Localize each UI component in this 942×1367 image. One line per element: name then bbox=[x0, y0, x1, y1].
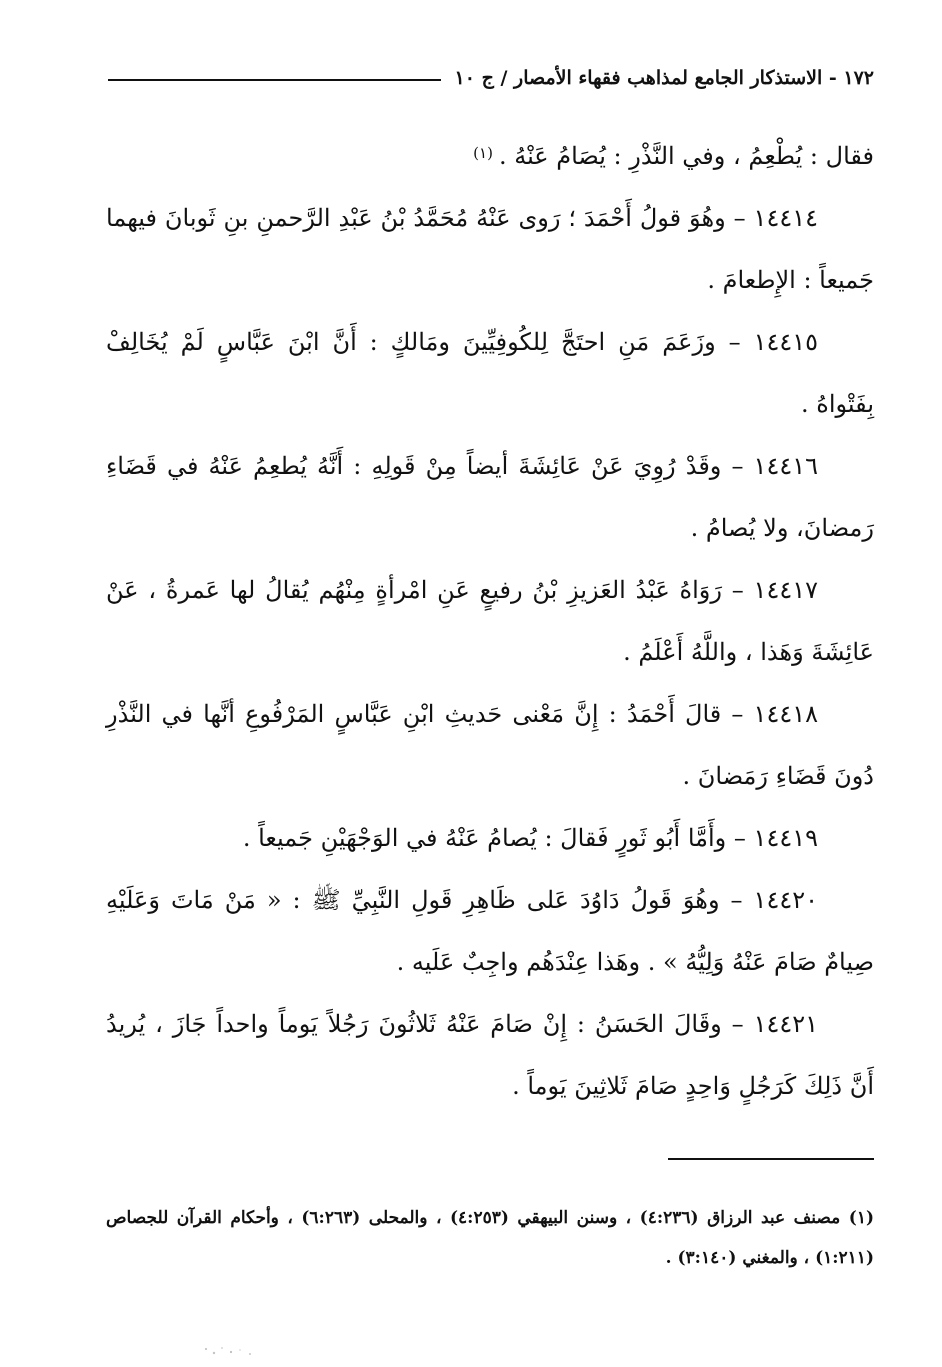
paragraph-separator: – bbox=[725, 204, 754, 232]
paragraph-separator: – bbox=[721, 576, 754, 604]
paragraph-number: ١٤٤١٨ bbox=[753, 700, 818, 728]
paragraph-text: رَوَاهُ عَبْدُ العَزيزِ بْنُ رفيعٍ عَنِ امْرأةٍ مِنْهُم يُقالُ لها عَمرةُ ، عَنْ عَائِشَةَ وَهَذا ، واللَّهُ أَعْلَمُ . bbox=[106, 576, 874, 666]
paragraph-number: ١٤٤١٤ bbox=[753, 204, 818, 232]
paragraph-14416 bbox=[106, 435, 874, 559]
paragraph-14417 bbox=[106, 559, 874, 683]
running-header bbox=[108, 58, 874, 98]
paragraph-14414 bbox=[106, 187, 874, 311]
paragraph-number: ١٤٤١٩ bbox=[753, 824, 818, 852]
paragraph-text: وقَدْ رُوِيَ عَنْ عَائِشَةَ أيضاً مِنْ قَولِهِ : أَنَّهُ يُطعِمُ عَنْهُ في قَضَاءِ رَمضانَ، ولا يُصامُ . bbox=[106, 452, 874, 542]
paragraph-separator: – bbox=[721, 700, 754, 728]
paragraph-14419 bbox=[106, 807, 874, 869]
paragraph-number: ١٤٤١٧ bbox=[753, 576, 818, 604]
paragraph-separator: – bbox=[715, 328, 754, 356]
paragraph-text: وأَمَّا أَبُو ثَورٍ فَقالَ : يُصامُ عَنْهُ في الوَجْهَيْنِ جَميعاً . bbox=[242, 824, 727, 852]
paragraph-14421 bbox=[106, 993, 874, 1117]
footnotes bbox=[106, 1198, 874, 1278]
header-rule bbox=[108, 79, 441, 81]
footnote-reference: (١) bbox=[473, 144, 493, 162]
paragraph-14420 bbox=[106, 869, 874, 993]
paragraph-separator: – bbox=[721, 1010, 754, 1038]
footnote-1: (١) مصنف عبد الرزاق (٤:٢٣٦) ، وسنن البيهقي (٤:٢٥٣) ، والمحلى (٦:٢٦٣) ، وأحكام القرآن للجصاص (١:٢١١) ، والمغني (٣:١٤٠) . bbox=[106, 1208, 874, 1268]
paragraph-text: وزَعَمَ مَنِ احتَجَّ لِلكُوفِيِّينَ ومَالكٍ : أَنَّ ابْنَ عَبَّاسٍ لَمْ يُخَالِفْ بِفَتْواهُ . bbox=[106, 328, 874, 418]
paragraph-separator: – bbox=[726, 824, 754, 852]
paragraph-separator: – bbox=[719, 886, 754, 914]
scan-speckle bbox=[200, 1344, 258, 1358]
paragraph-text: فقال : يُطْعِمُ ، وفي النَّذْرِ : يُصَامُ عَنْهُ . bbox=[498, 142, 874, 170]
paragraph-continuation bbox=[106, 122, 874, 187]
paragraph-number: ١٤٤٢١ bbox=[753, 1010, 819, 1038]
paragraph-number: ١٤٤٢٠ bbox=[753, 886, 818, 914]
paragraph-separator: – bbox=[721, 452, 754, 480]
paragraph-text: قالَ أَحْمَدُ : إِنَّ مَعْنى حَديثِ ابْنِ عَبَّاسٍ المَرْفُوعِ أنَّها في النَّذْرِ دُونَ قَضَاءِ رَمَضانَ . bbox=[106, 700, 874, 790]
paragraph-14415 bbox=[106, 311, 874, 435]
paragraph-number: ١٤٤١٦ bbox=[753, 452, 818, 480]
paragraph-14418 bbox=[106, 683, 874, 807]
paragraph-text: وهُوَ قولُ أَحْمَدَ ؛ رَوى عَنْهُ مُحَمَّدُ بْنُ عَبْدِ الرَّحمنِ بنِ ثَوبانَ فيهما جَميعاً : الإِطعامَ . bbox=[106, 204, 874, 294]
paragraph-text: وقَالَ الحَسَنُ : إِنْ صَامَ عَنْهُ ثَلاثُونَ رَجُلاً يَوماً واحداً جَازَ ، يُريدُ أَنَّ ذَلِكَ كَرَجُلٍ وَاحِدٍ صَامَ ثَلاثِينَ يَوماً . bbox=[106, 1010, 874, 1100]
running-title: ١٧٢ - الاستذكار الجامع لمذاهب فقهاء الأمصار / ج ١٠ bbox=[454, 67, 874, 89]
paragraph-text: وهُوَ قَولُ دَاوُدَ عَلى ظَاهِرِ قَولِ النَّبِيِّ ﷺ : « مَنْ مَاتَ وَعَلَيْهِ صِيامٌ صَامَ عَنْهُ وَلِيُّهُ » . وهَذا عِنْدَهُم واجِبٌ عَلَيه . bbox=[106, 886, 874, 976]
main-text bbox=[106, 122, 874, 1117]
footnote-rule bbox=[668, 1158, 874, 1160]
paragraph-number: ١٤٤١٥ bbox=[753, 328, 819, 356]
